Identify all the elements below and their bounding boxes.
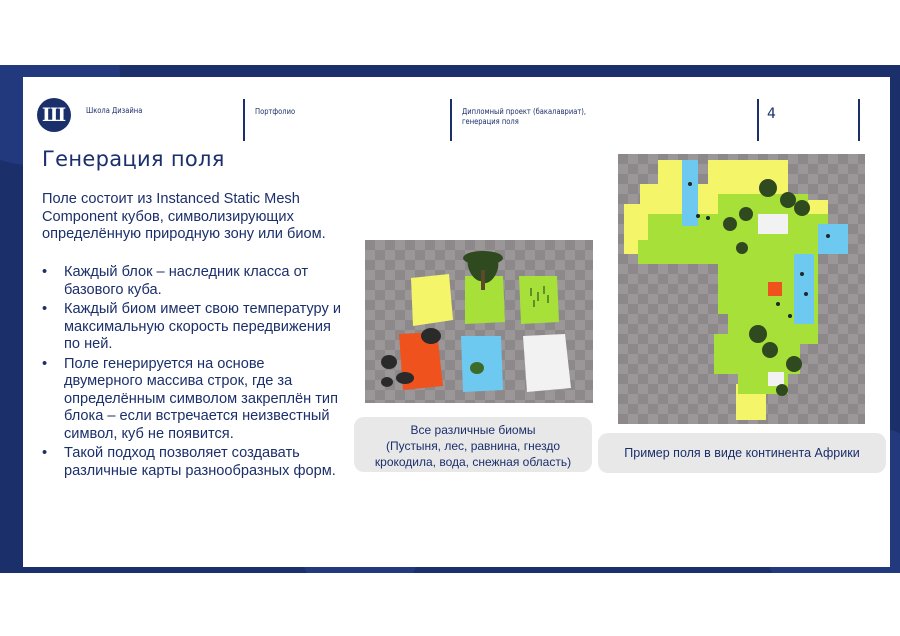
biomes-caption-line2: (Пустыня, лес, равнина, гнездо [385,439,561,453]
header-divider [858,99,860,141]
biomes-caption [354,417,592,472]
biomes-caption-line3: крокодила, вода, снежная область) [374,455,572,469]
biomes-image [365,240,593,403]
header-school: Школа Дизайна [86,106,143,115]
biomes-caption-line1: Все различные биомы [410,423,536,437]
header-project [462,107,586,127]
page-number: 4 [767,106,776,122]
header-project-line2: генерация поля [462,117,519,126]
header-divider [243,99,245,141]
bullet-item: • Такой подход позволяет создавать различные карты разнообразных форм. [42,445,347,480]
bullet-item: • Каждый биом имеет свою температуру и максимальную скорость передвижения по ней. [42,301,347,354]
header-divider [757,99,759,141]
bullet-item: • Поле генерируется на основе двумерного массива строк, где за определённым символом закреплён тип блока – если встречается неизвестный символ, куб не появится. [42,356,347,444]
africa-map-image [618,154,865,424]
hse-logo: Ш [37,98,71,132]
intro-paragraph: Поле состоит из Instanced Static Mesh Component кубов, символизирующих определённую природную зону или биом. [42,191,326,242]
header-section: Портфолио [255,107,296,116]
bullet-list [42,264,347,482]
header-divider [450,99,452,141]
snow-cube [523,334,571,392]
header-project-line1: Дипломный проект (бакалавриат), [462,107,587,116]
desert-cube [411,274,453,326]
bullet-item: • Каждый блок – наследник класса от базового куба. [42,264,347,299]
map-caption: Пример поля в виде континента Африки [598,433,886,473]
page-title: Генерация поля [42,147,225,171]
